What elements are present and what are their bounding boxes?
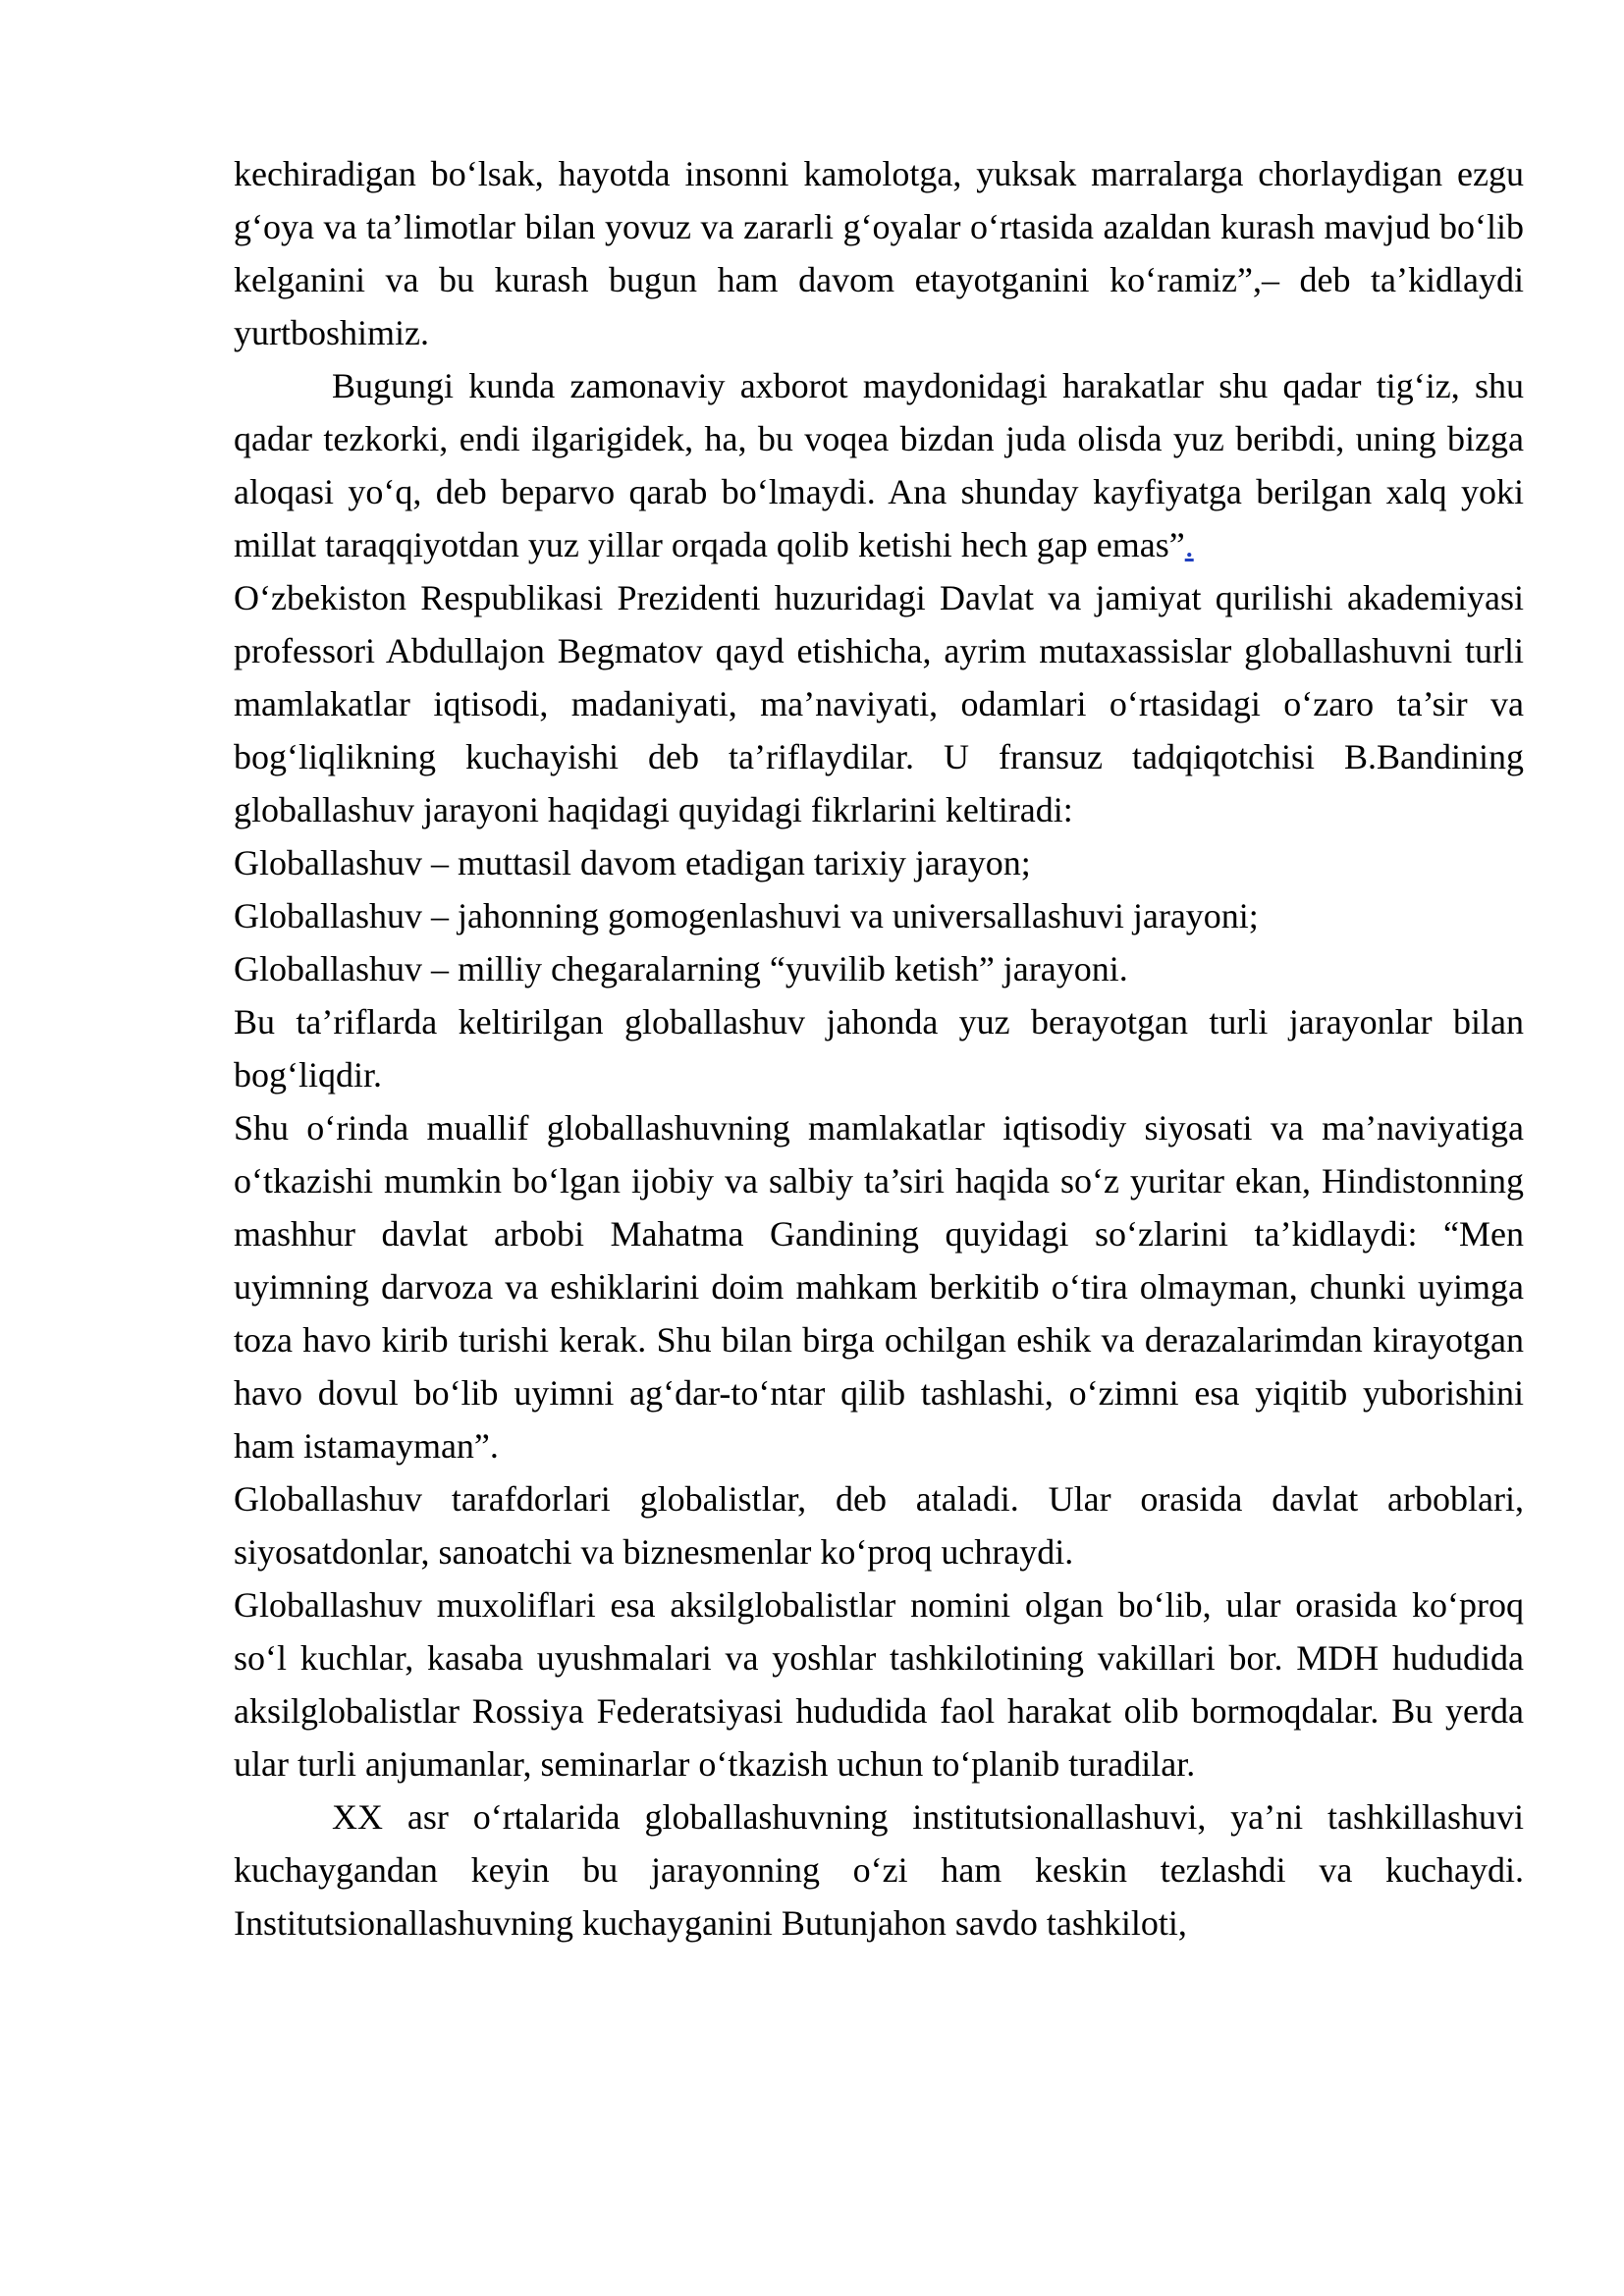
paragraph-2 [234,359,1524,571]
paragraph-3 [234,571,1524,836]
paragraph-text: Globallashuv – jahonning gomogenlashuvi va universallashuvi jarayoni; [234,896,1259,935]
paragraph-7 [234,995,1524,1101]
paragraph-10 [234,1578,1524,1790]
paragraph-text: Shu o‘rinda muallif globallashuvning mamlakatlar iqtisodiy siyosati va ma’naviyatiga o‘tkazishi mumkin bo‘lgan ijobiy va salbiy ta’siri haqida so‘z yuritar ekan, Hindistonning mashhur davlat arbobi Mahatma Gandining quyidagi so‘zlarini ta’kidlaydi: “Men uyimning darvoza va eshiklarini doim mahkam berkitib o‘tira olmayman, chunki uyimga toza havo kirib turishi kerak. Shu bilan birga ochilgan eshik va derazalarimdan kirayotgan havo dovul bo‘lib uyimni ag‘dar-to‘ntar qilib tashlashi, o‘zimni esa yiqitib yuborishini ham istamayman”. [234,1108,1524,1466]
paragraph-text: kechiradigan bo‘lsak, hayotda insonni kamolotga, yuksak marralarga chorlaydigan ezgu g‘oya va ta’limotlar bilan yovuz va zararli g‘oyalar o‘rtasida azaldan kurash mavjud bo‘lib kelganini va bu kurash bugun ham davom etayotganini ko‘ramiz”,– deb ta’kidlaydi yurtboshimiz. [234,154,1524,352]
definition-item-1 [234,836,1524,889]
paragraph-8 [234,1101,1524,1472]
paragraph-text: XX asr o‘rtalarida globallashuvning institutsionallashuvi, ya’ni tashkillashuvi kuchaygandan keyin bu jarayonning o‘zi ham keskin tezlashdi va kuchaydi. Institutsionallashuvning kuchayganini Butunjahon savdo tashkiloti, [234,1797,1524,1943]
paragraph-text: Globallashuv – muttasil davom etadigan tarixiy jarayon; [234,843,1031,882]
paragraph-9 [234,1472,1524,1578]
definition-item-2 [234,889,1524,942]
footnote-link[interactable]: . [1184,525,1194,564]
paragraph-11 [234,1790,1524,1949]
paragraph-text: Globallashuv tarafdorlari globalistlar, deb ataladi. Ular orasida davlat arboblari, siyosatdonlar, sanoatchi va biznesmenlar ko‘proq uchraydi. [234,1479,1524,1572]
paragraph-text: Globallashuv – milliy chegaralarning “yuvilib ketish” jarayoni. [234,949,1128,988]
paragraph-text: Bu ta’riflarda keltirilgan globallashuv jahonda yuz berayotgan turli jarayonlar bilan bog‘liqdir. [234,1002,1524,1095]
definition-item-3 [234,942,1524,995]
paragraph-1 [234,147,1524,359]
paragraph-text: Globallashuv muxoliflari esa aksilglobalistlar nomini olgan bo‘lib, ular orasida ko‘proq so‘l kuchlar, kasaba uyushmalari va yoshlar tashkilotining vakillari bor. MDH hududida aksilglobalistlar Rossiya Federatsiyasi hududida faol harakat olib bormoqdalar. Bu yerda ular turli anjumanlar, seminarlar o‘tkazish uchun to‘planib turadilar. [234,1585,1524,1784]
document-page [234,147,1524,1949]
paragraph-text: O‘zbekiston Respublikasi Prezidenti huzuridagi Davlat va jamiyat qurilishi akademiyasi professori Abdullajon Begmatov qayd etishicha, ayrim mutaxassislar globallashuvni turli mamlakatlar iqtisodi, madaniyati, ma’naviyati, odamlari o‘rtasidagi o‘zaro ta’sir va bog‘liqlikning kuchayishi deb ta’riflaydilar. U fransuz tadqiqotchisi B.Bandining globallashuv jarayoni haqidagi quyidagi fikrlarini keltiradi: [234,578,1524,829]
paragraph-text: Bugungi kunda zamonaviy axborot maydonidagi harakatlar shu qadar tig‘iz, shu qadar tezkorki, endi ilgarigidek, ha, bu voqea bizdan juda olisda yuz beribdi, uning bizga aloqasi yo‘q, deb beparvo qarab bo‘lmaydi. Ana shunday kayfiyatga berilgan xalq yoki millat taraqqiyotdan yuz yillar orqada qolib ketishi hech gap emas” [234,366,1524,564]
